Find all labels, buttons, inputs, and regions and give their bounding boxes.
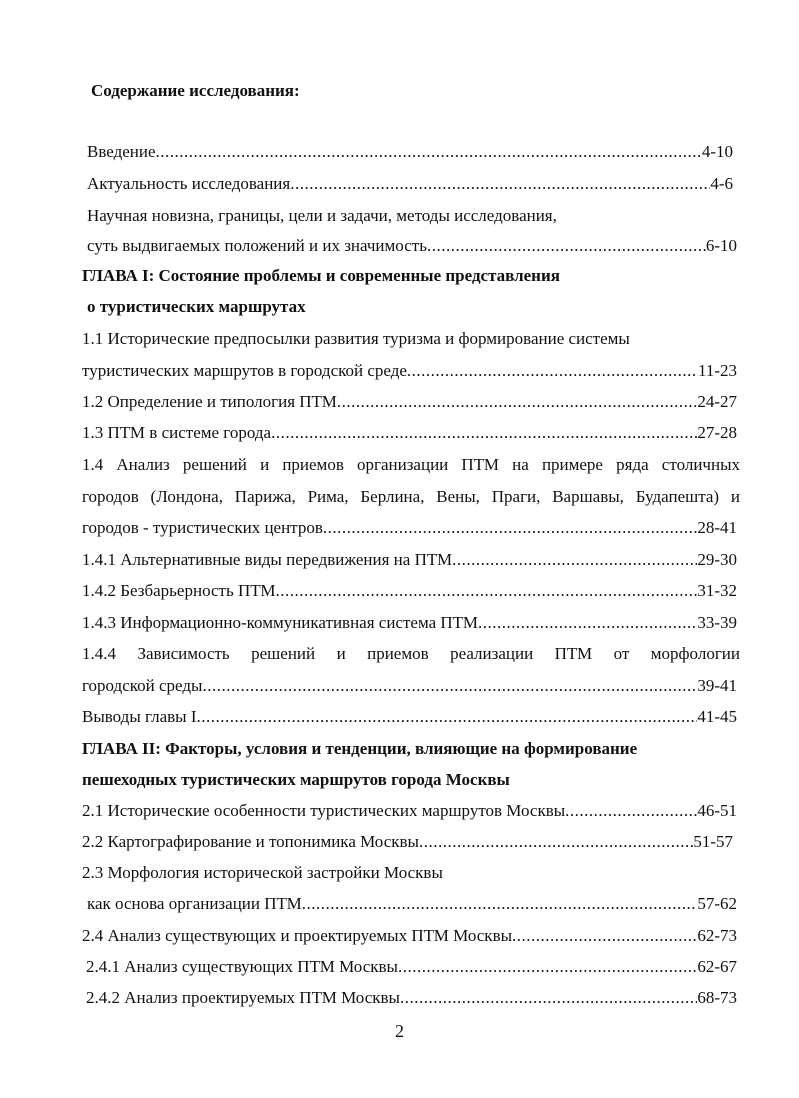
toc-leader: [271, 422, 697, 444]
toc-pages: 4-6: [710, 174, 733, 193]
chapter2-heading-line1: ГЛАВА II: Факторы, условия и тенденции, влияющие на формирование: [82, 739, 638, 758]
toc-leader: [419, 831, 693, 853]
toc-pages: 29-30: [697, 550, 737, 569]
toc-title: 2.4 Анализ существующих и проектируемых ПТМ Москвы: [82, 926, 513, 945]
toc-leader: [323, 517, 697, 539]
toc-title: суть выдвигаемых положений и их значимость: [87, 236, 427, 255]
toc-s1-4-line1: 1.4 Анализ решений и приемов организации ПТМ на примере ряда столичных: [82, 455, 740, 474]
toc-pages: 11-23: [697, 361, 737, 380]
page-number: 2: [395, 1021, 404, 1041]
toc-leader: [202, 675, 697, 697]
toc-entry-s1-3: [82, 422, 737, 444]
toc-leader: [290, 173, 710, 195]
toc-leader: [407, 360, 698, 382]
toc-pages: 62-67: [697, 957, 737, 976]
toc-title: 1.4.2 Безбарьерность ПТМ: [82, 581, 276, 600]
toc-title: Актуальность исследования: [87, 174, 291, 193]
toc-leader: [398, 956, 697, 978]
toc-title: 1.3 ПТМ в системе города: [82, 423, 272, 442]
toc-leader: [400, 987, 697, 1009]
toc-entry-s2-4: [82, 925, 737, 947]
toc-novelty-line1: Научная новизна, границы, цели и задачи, методы исследования,: [87, 206, 557, 225]
toc-entry-s2-4-2: [86, 987, 737, 1009]
toc-entry-conclusions1: [82, 706, 737, 728]
toc-entry-s2-1: [82, 800, 737, 822]
toc-entry-s1-4-4: [82, 675, 737, 697]
toc-pages: 41-45: [697, 707, 737, 726]
toc-entry-s1-2: [82, 391, 737, 413]
toc-leader: [302, 893, 698, 915]
toc-entry-relevance: [87, 173, 733, 195]
toc-entry-intro: [87, 141, 733, 163]
chapter1-heading-line2: о туристических маршрутах: [87, 297, 306, 316]
toc-title: туристических маршрутов в городской среде: [82, 361, 407, 380]
toc-entry-s2-2: [82, 831, 733, 853]
toc-title: 2.1 Исторические особенности туристических маршрутов Москвы: [82, 801, 566, 820]
toc-title: городов - туристических центров: [82, 518, 323, 537]
toc-title: 1.4.3 Информационно-коммуникативная система ПТМ: [82, 613, 478, 632]
toc-leader: [197, 706, 698, 728]
toc-entry-s1-4: [82, 517, 737, 539]
toc-title: Выводы главы I: [82, 707, 197, 726]
toc-leader: [276, 580, 698, 602]
contents-heading: Содержание исследования:: [91, 81, 300, 100]
toc-title: 2.4.2 Анализ проектируемых ПТМ Москвы: [86, 988, 400, 1007]
toc-pages: 24-27: [697, 392, 737, 411]
toc-pages: 27-28: [697, 423, 737, 442]
toc-pages: 4-10: [701, 142, 733, 161]
toc-pages: 33-39: [697, 613, 737, 632]
toc-pages: 62-73: [697, 926, 737, 945]
toc-entry-s2-4-1: [86, 956, 737, 978]
toc-pages: 28-41: [697, 518, 737, 537]
toc-pages: 51-57: [693, 832, 733, 851]
toc-title: Введение: [87, 142, 156, 161]
toc-leader: [337, 391, 697, 413]
toc-pages: 46-51: [697, 801, 737, 820]
toc-title: как основа организации ПТМ: [87, 894, 302, 913]
toc-leader: [427, 235, 706, 257]
toc-s1-4-4-line1: 1.4.4 Зависимость решений и приемов реализации ПТМ от морфологии: [82, 644, 740, 663]
toc-entry-s2-3: [87, 893, 737, 915]
toc-entry-s1-1: [82, 360, 737, 382]
toc-title: городской среды: [82, 676, 203, 695]
toc-pages: 39-41: [697, 676, 737, 695]
toc-leader: [565, 800, 697, 822]
toc-pages: 6-10: [705, 236, 737, 255]
toc-title: 2.4.1 Анализ существующих ПТМ Москвы: [86, 957, 398, 976]
toc-s1-4-line2: городов (Лондона, Парижа, Рима, Берлина, Вены, Праги, Варшавы, Будапешта) и: [82, 487, 740, 506]
toc-entry-s1-4-1: [82, 549, 737, 571]
toc-entry-s1-4-3: [82, 612, 737, 634]
toc-pages: 68-73: [697, 988, 737, 1007]
toc-leader: [512, 925, 697, 947]
toc-pages: 31-32: [697, 581, 737, 600]
toc-s2-3-line1: 2.3 Морфология исторической застройки Москвы: [82, 863, 443, 882]
toc-leader: [156, 141, 702, 163]
toc-leader: [452, 549, 697, 571]
toc-title: 2.2 Картографирование и топонимика Москвы: [82, 832, 419, 851]
toc-title: 1.4.1 Альтернативные виды передвижения на ПТМ: [82, 550, 453, 569]
toc-s1-1-line1: 1.1 Исторические предпосылки развития туризма и формирование системы: [82, 329, 630, 348]
toc-leader: [478, 612, 697, 634]
chapter1-heading-line1: ГЛАВА I: Состояние проблемы и современные представления: [82, 266, 560, 285]
chapter2-heading-line2: пешеходных туристических маршрутов города Москвы: [82, 770, 510, 789]
toc-pages: 57-62: [697, 894, 737, 913]
toc-title: 1.2 Определение и типология ПТМ: [82, 392, 337, 411]
toc-entry-novelty: [87, 235, 737, 257]
toc-entry-s1-4-2: [82, 580, 737, 602]
